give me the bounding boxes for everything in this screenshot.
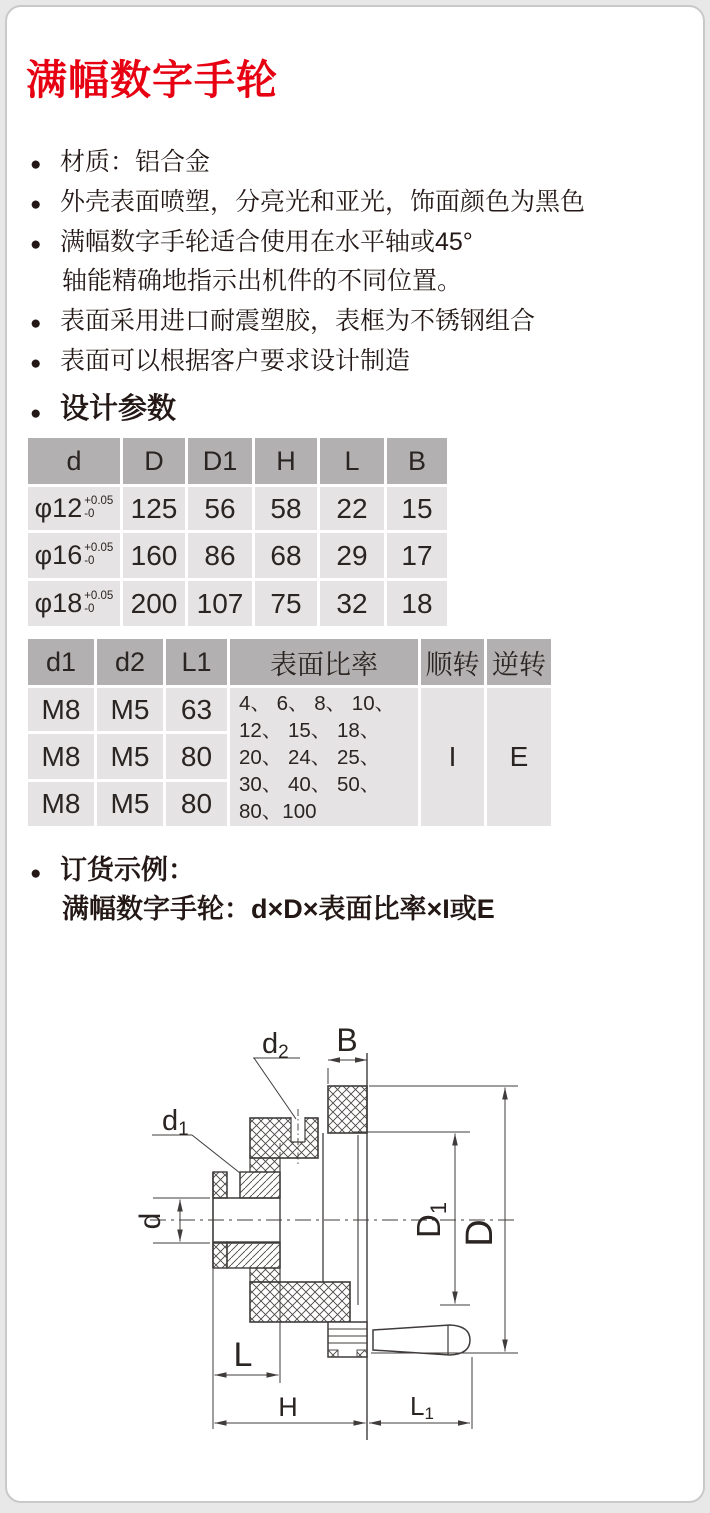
column-header: 顺转	[421, 639, 484, 685]
tolerance-lower: -0	[84, 554, 95, 567]
bullet-icon: ●	[30, 353, 42, 374]
table-cell: M5	[97, 734, 163, 779]
table-cell: 86	[188, 533, 252, 578]
order-heading-line	[30, 855, 195, 885]
table-cell: 32	[320, 581, 384, 626]
dim-label-d1	[162, 1105, 189, 1140]
table-cell: 68	[255, 533, 317, 578]
tolerance	[84, 542, 113, 568]
technical-drawing	[0, 1013, 710, 1493]
cap-lower-section	[250, 1282, 350, 1322]
page-title: 满幅数字手轮	[26, 57, 278, 103]
table-cell: M5	[97, 782, 163, 826]
column-header: L1	[166, 639, 227, 685]
column-header: D	[123, 438, 185, 484]
dim-label-d1-cap	[410, 1202, 451, 1238]
dim-label-d1-main: d	[162, 1105, 179, 1137]
dim-label-D: D	[459, 1219, 501, 1247]
column-header: d1	[28, 639, 94, 685]
hub-lower-left	[213, 1242, 227, 1268]
table-cell: 125	[123, 487, 185, 530]
tolerance-upper: +0.05	[84, 494, 114, 507]
bullet-usage	[30, 227, 473, 257]
column-header: d2	[97, 639, 163, 685]
cap-step-lower	[250, 1268, 280, 1282]
bullet-text: 表面采用进口耐震塑胶，表框为不锈钢组合	[60, 307, 536, 335]
dim-label-D1-sub: 1	[426, 1201, 451, 1215]
column-header: L	[320, 438, 384, 484]
handle	[373, 1325, 470, 1355]
bullet-text: 材质：铝合金	[60, 148, 211, 176]
bullet-usage-continuation: 轴能精确地指示出机件的不同位置。	[62, 267, 463, 295]
table-cell: M8	[28, 782, 94, 826]
cap-step-section	[250, 1158, 280, 1172]
table-cell: 17	[387, 533, 447, 578]
diameter-value: φ16	[34, 540, 83, 570]
tolerance-upper: +0.05	[84, 589, 114, 602]
diameter-value: φ12	[34, 493, 83, 523]
dim-label-d1-sub: 1	[178, 1119, 189, 1140]
column-header: D1	[188, 438, 252, 484]
spec-table-thread	[28, 639, 551, 826]
hub-lower-right	[227, 1242, 280, 1268]
table-cell: 56	[188, 487, 252, 530]
table-cell: M8	[28, 688, 94, 731]
table-cell: 15	[387, 487, 447, 530]
ratio-line: 30、 40、 50、	[239, 772, 381, 796]
bullet-face	[30, 306, 535, 336]
dim-label-D1-main: D	[410, 1214, 447, 1238]
bullet-icon: ●	[30, 154, 42, 175]
table-cell-diameter	[28, 581, 120, 626]
table-cell: 160	[123, 533, 185, 578]
column-header: B	[387, 438, 447, 484]
bullet-text: 表面可以根据客户要求设计制造	[60, 347, 411, 375]
spec-table-dimensions	[28, 438, 447, 626]
table-cell: 22	[320, 487, 384, 530]
bullet-text: 满幅数字手轮适合使用在水平轴或45°	[60, 228, 473, 256]
bullet-surface	[30, 187, 585, 217]
column-header: d	[28, 438, 120, 484]
table-cell-clockwise: I	[421, 688, 484, 826]
table-cell-diameter	[28, 533, 120, 578]
bullet-icon: ●	[30, 863, 42, 884]
table-cell: 75	[255, 581, 317, 626]
tolerance-upper: +0.05	[84, 541, 114, 554]
design-params-heading	[30, 394, 176, 424]
tolerance-lower: -0	[84, 602, 95, 615]
column-header: H	[255, 438, 317, 484]
table-cell: 80	[166, 734, 227, 779]
dim-label-d2	[262, 1028, 289, 1063]
bullet-icon: ●	[30, 194, 42, 215]
hub-upper-left	[213, 1172, 227, 1198]
table-cell: 29	[320, 533, 384, 578]
ratio-line: 80、100	[239, 799, 317, 823]
table-cell: 107	[188, 581, 252, 626]
table-cell: 200	[123, 581, 185, 626]
dim-label-L1	[410, 1391, 434, 1423]
order-heading-text: 订货示例：	[60, 855, 195, 885]
table-cell: 18	[387, 581, 447, 626]
table-cell-counterclockwise: E	[487, 688, 551, 826]
cap-section	[250, 1118, 318, 1158]
tolerance-lower: -0	[84, 507, 95, 520]
dim-label-L1-sub: 1	[424, 1404, 434, 1423]
table-cell: M8	[28, 734, 94, 779]
dim-label-L: L	[233, 1336, 253, 1374]
table-cell: 80	[166, 782, 227, 826]
dim-label-d2-sub: 2	[278, 1042, 289, 1063]
bullet-icon: ●	[30, 313, 42, 334]
table-cell: 58	[255, 487, 317, 530]
ratio-line: 4、 6、 8、 10、	[239, 691, 396, 715]
tolerance	[84, 590, 113, 616]
bullet-custom	[30, 346, 410, 376]
diameter-value: φ18	[34, 588, 83, 618]
bullet-text: 外壳表面喷塑，分亮光和亚光，饰面颜色为黑色	[60, 188, 586, 216]
dim-label-d2-main: d	[262, 1028, 279, 1060]
dim-label-H: H	[278, 1392, 298, 1422]
bullet-icon: ●	[30, 234, 42, 255]
table-cell: 63	[166, 688, 227, 731]
dim-label-L1-main: L	[410, 1391, 425, 1421]
table-cell-diameter	[28, 487, 120, 530]
design-params-heading-text: 设计参数	[60, 393, 177, 425]
ratio-line: 12、 15、 18、	[239, 718, 381, 742]
dim-label-b: B	[336, 1022, 358, 1058]
tolerance	[84, 495, 113, 521]
rim-section	[328, 1086, 367, 1133]
ratio-line: 20、 24、 25、	[239, 745, 381, 769]
dim-label-d: d	[134, 1212, 167, 1230]
column-header: 逆转	[487, 639, 551, 685]
bullet-material	[30, 147, 210, 177]
column-header: 表面比率	[230, 639, 418, 685]
bullet-icon: ●	[30, 403, 42, 424]
table-cell-ratio-list	[230, 688, 418, 826]
order-example-text: 满幅数字手轮：d×D×表面比率×I或E	[62, 894, 495, 924]
hub-upper-right	[240, 1172, 280, 1198]
table-cell: M5	[97, 688, 163, 731]
